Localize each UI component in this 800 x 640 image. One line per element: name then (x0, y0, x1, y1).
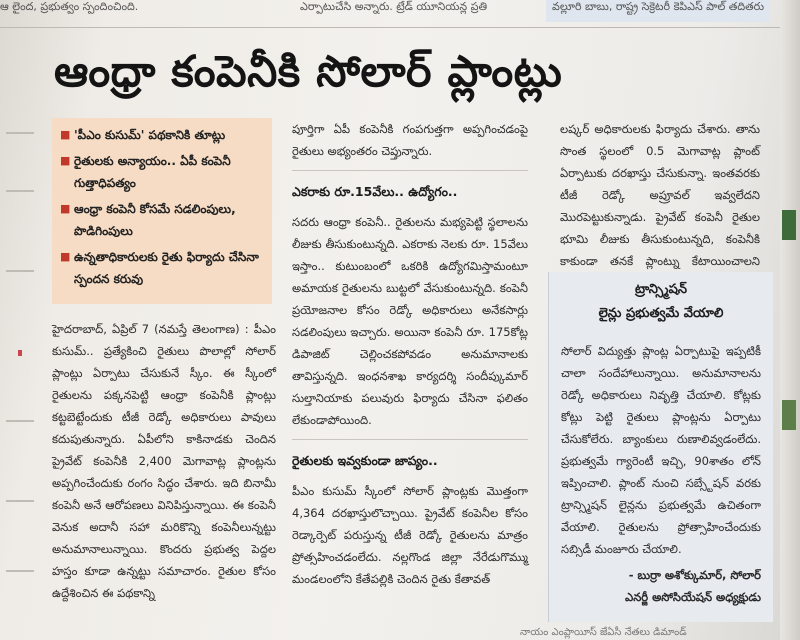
subheading-delay: రైతులకు ఇవ్వకుండా జాప్యం.. (292, 453, 438, 468)
column-3-body: లష్కర్ అధికారులకు ఫిర్యాదు చేశారు. తాను సొంత స్థలంలో 0.5 మెగావాట్ల ప్లాంట్ ఏర్పాటుకు దరఖాస్తు చేసుకున్నా. ఇంతవరకు టీజీ రెడ్కో అప్రూవల్ ఇవ్వలేదని మొరపెట్టుకున్నాడు. ప్రైవేట్ కంపెనీ రైతుల భూమి లీజుకు తీసుకుంటున్నది, కంపెనీకి కాకుండా తనకే ప్లాంట్ను కేటాయించాలని (560, 122, 760, 268)
byline (561, 564, 761, 608)
highlight-item (60, 124, 264, 146)
box-body (561, 340, 761, 608)
right-page-edge (780, 0, 800, 640)
bullet-icon: ■ (60, 250, 71, 263)
box-title (549, 278, 773, 326)
bullet-icon: ■ (60, 202, 71, 215)
box-title-line-1: ట్రాన్స్మిషన్ (634, 282, 687, 297)
highlight-text: 'పీఎం కుసుమ్' పథకానికి తూట్లు (74, 128, 226, 142)
subheading-lease-offer: ఎకరాకు రూ.15వేలు.. ఉద్యోగం.. (292, 184, 458, 199)
left-page-edge (0, 120, 44, 640)
top-fragment-middle: ఎర్పాటుచేసి అన్నారు. ట్రేడ్ యూనియన్ల ప్రతి (300, 0, 488, 13)
transmission-lines-box (548, 272, 773, 622)
top-divider (0, 27, 800, 28)
article-column-2 (292, 118, 528, 590)
previous-article-strip (0, 0, 800, 26)
highlight-item (60, 150, 264, 194)
divider (292, 170, 528, 171)
highlight-text: ఆంధ్రా కంపెనీ కోసమే సడలింపులు, పొడిగింపులు (74, 202, 236, 238)
headline: ఆంధ్రా కంపెనీకి సోలార్ ప్లాంట్లు (54, 47, 563, 97)
column-2-body-1: సదరు ఆంధ్రా కంపెనీ.. రైతులను మభ్యపెట్టి స్థలాలను లీజుకు తీసుకుంటున్నది. ఎకరాకు నెలకు రూ. 15వేలు ఇస్తాం.. కుటుంబంలో ఒకరికి ఉద్యోగమిస్తామంటూ అమాయక రైతులను బుట్టలో వేసుకుంటున్నది. కంపెనీ ప్రయోజనాల కోసం రెడ్కో అధికారులు అనేకసార్లు సడలింపులు ఇచ్చారు. అయినా కంపెనీ రూ. 175కోట్ల డిపాజిట్ చెల్లించకపోవడం అనుమానాలకు తావిస్తున్నది. ఇంధనశాఖ కార్యదర్శి సందీప్కుమార్ సుల్తానియాకు పలువురు ఫిర్యాదు చేసినా ఫలితం లేకుండాపోయింది. (292, 215, 528, 427)
highlight-text: ఉన్నతాధికారులకు రైతు ఫిర్యాదు చేసినా స్పందన కరువు (74, 250, 259, 286)
highlight-item (60, 246, 264, 290)
box-title-line-2: లైన్లు ప్రభుత్వమే వేయాలి (598, 306, 724, 321)
highlights-box (52, 118, 272, 304)
highlight-text: రైతులకు అన్యాయం.. ఏపీ కంపెనీ గుత్తాధిపత్యం (74, 154, 231, 190)
bullet-icon: ■ (60, 154, 71, 167)
article-column-3 (560, 118, 760, 294)
byline-title: ఎనర్జీ అసోసియేషన్ అధ్యక్షుడు (625, 590, 761, 604)
column-2-intro: పూర్తిగా ఏపీ కంపెనీకి గంపగుత్తగా అప్పగించడంపై రైతులు అభ్యంతరం చెప్తున్నారు. (292, 122, 528, 158)
highlight-item (60, 198, 264, 242)
bullet-icon: ■ (60, 128, 71, 141)
byline-name: - బుర్రా అశోక్కుమార్, సోలార్ (628, 568, 761, 582)
column-2-body-2: పీఎం కుసుమ్ స్కీంలో సోలార్ ప్లాంట్లకు మొత్తంగా 4,364 దరఖాస్తులొచ్చాయి. ప్రైవేట్ కంపెనీల కోసం రెడ్కార్పెట్ పరుస్తున్న టీజీ రెడ్కో రైతులను మాత్రం ప్రోత్సహించడంలేదు. నల్లగొండ జిల్లా నేరేడుగొమ్ము మండలంలోని కేతేపల్లికి చెందిన రైతు కేతావత్ (292, 484, 528, 586)
next-article-strip: నాయం ఎంప్లాయీస్ జేఏసీ నేతలు డిమాండ్ (520, 627, 687, 638)
dateline-paragraph: హైదరాబాద్, ఏప్రిల్ 7 (నమస్తే తెలంగాణ) : పీఎం కుసుమ్.. ప్రత్యేకించి రైతులు పొలాల్లో సోలార్ ప్లాంట్లు ఏర్పాటు చేసుకునే స్కీం. ఈ స్కీంలో రైతులను పక్కనపెట్టి ఆంధ్రా కంపెనీకి ప్లాంట్లు కట్టబెట్టేందుకు టీజీ రెడ్కో అధికారులు పావులు కదుపుతున్నారు. ఏపీలోని కాకినాడకు చెందిన ప్రైవేట్ కంపెనీకి 2,400 మెగావాట్ల ప్లాంట్లను అప్పగించేందుకు రంగం సిద్ధం చేశారు. ఇది బినామీ కంపెనీ అనే ఆరోపణలు వినిపిస్తున్నాయి. ఈ కంపెనీ వెనుక అదానీ సహా మరికొన్ని కంపెనీలున్నట్టు అనుమానాలున్నాయి. కొందరు ప్రభుత్వ పెద్దల హస్తం కూడా ఉన్నట్టు సమాచారం. రైతుల కోసం ఉద్దేశించిన ఈ పథకాన్ని (52, 322, 276, 600)
divider (292, 439, 528, 440)
top-fragment-right: వల్లూరి బాబు, రాష్ట్ర సెక్రెటరీ కెపిఎస్ పాల్ తదితరు (546, 0, 770, 22)
top-fragment-left: ఆ లైంద, ప్రభుత్వం స్పందించింది. (0, 0, 139, 13)
article-column-1 (52, 318, 276, 604)
box-body-text: సోలార్ విద్యుత్తు ప్లాంట్ల ఏర్పాటుపై ఇప్పటికీ చాలా సందేహాలున్నాయి. అనుమానాలను రెడ్కో అధికారులు నివృత్తి చేయాలి. కోట్లకు కోట్లు పెట్టి రైతులు ప్లాంట్లను ఏర్పాటు చేసుకోలేరు. బ్యాంకులు రుణాలివ్వడంలేదు. ప్రభుత్వమే గ్యారెంటీ ఇచ్చి, 90శాతం లోన్ ఇప్పించాలి. ప్లాంట్ నుంచి సబ్స్టేషన్ వరకు ట్రాన్స్మిషన్ లైన్లను ప్రభుత్వమే ఉచితంగా వేయాలి. రైతులను ప్రోత్సాహించేందుకు సబ్సిడీ మంజూరు చేయాలి. (561, 344, 761, 556)
